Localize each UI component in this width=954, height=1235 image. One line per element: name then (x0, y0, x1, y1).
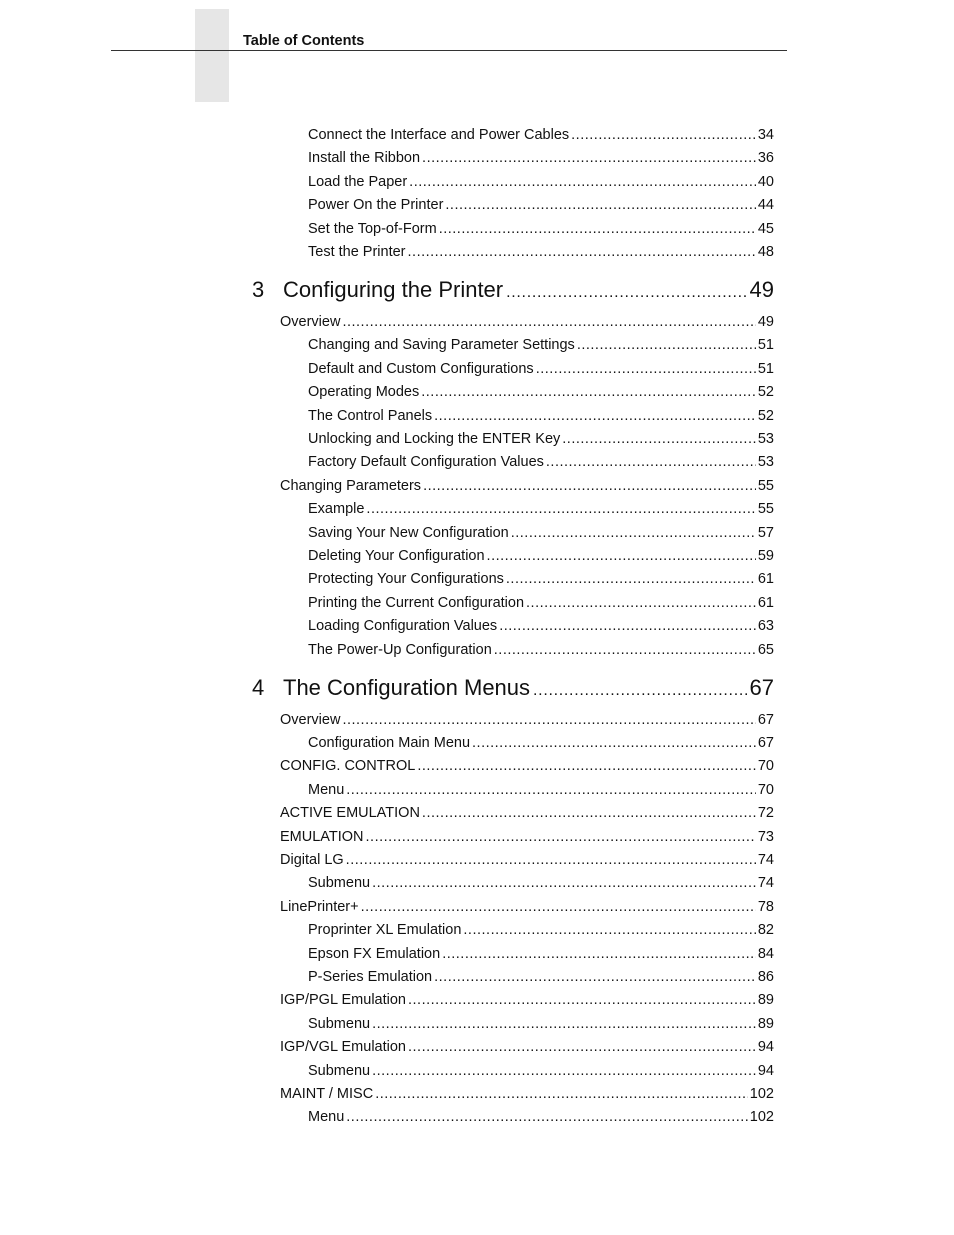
toc-entry[interactable] (308, 337, 774, 354)
toc-entry-page: 34 (757, 127, 774, 143)
toc-entry[interactable] (308, 127, 774, 144)
toc-entry[interactable] (308, 922, 774, 939)
dot-leader (494, 642, 756, 659)
dot-leader (536, 361, 756, 378)
dot-leader (506, 280, 746, 306)
toc-entry-label: Load the Paper (308, 173, 408, 190)
toc-entry[interactable] (280, 478, 774, 495)
toc-entry[interactable] (308, 197, 774, 214)
toc-entry[interactable] (308, 642, 774, 659)
toc-entry-label: Set the Top-of-Form (308, 220, 437, 237)
toc-entry-page: 63 (757, 618, 774, 635)
toc-entry[interactable] (308, 782, 774, 799)
toc-entry[interactable] (308, 618, 774, 635)
dot-leader (526, 595, 756, 612)
toc-entry-label: LinePrinter+ (280, 898, 359, 915)
toc-entry-label: Overview (280, 711, 341, 728)
toc-entry-page: 102 (749, 1109, 774, 1126)
toc-entry[interactable] (308, 735, 774, 752)
toc-entry[interactable] (308, 1109, 774, 1126)
toc-entry[interactable] (308, 174, 774, 191)
dot-leader (434, 408, 756, 425)
toc-entry[interactable] (308, 1016, 774, 1033)
toc-entry-page: 53 (757, 431, 774, 447)
toc-entry-label: IGP/PGL Emulation (280, 992, 406, 1009)
dot-leader (408, 992, 756, 1009)
toc-entry-label: ACTIVE EMULATION (280, 805, 420, 822)
toc-entry[interactable] (308, 431, 774, 448)
toc-entry-page: 52 (757, 407, 774, 424)
toc-entry-page: 40 (757, 173, 774, 190)
toc-entry[interactable] (280, 852, 774, 869)
dot-leader (511, 525, 756, 542)
running-header-title: Table of Contents (243, 33, 365, 49)
toc-entry-page: 78 (757, 898, 774, 915)
toc-entry-label: Unlocking and Locking the ENTER Key (308, 431, 561, 447)
toc-entry[interactable] (308, 525, 774, 542)
dot-leader (463, 922, 755, 939)
toc-entry-page: 59 (757, 548, 774, 564)
toc-entry-page: 51 (757, 360, 774, 377)
toc-entry[interactable] (280, 712, 774, 729)
dot-leader (372, 875, 756, 892)
toc-entry-page: 74 (757, 875, 774, 892)
toc-entry-label: P-Series Emulation (308, 969, 433, 985)
toc-entry[interactable] (308, 454, 774, 471)
toc-entry-label: Submenu (308, 875, 371, 892)
toc-entry-label: Power On the Printer (308, 197, 444, 214)
toc-entry[interactable] (280, 805, 774, 822)
dot-leader (423, 478, 756, 495)
toc-entry-label: Connect the Interface and Power Cables (308, 127, 570, 143)
chapter-title: Configuring the Printer (283, 277, 504, 302)
toc-entry-page: 84 (757, 945, 774, 962)
dot-leader (408, 1039, 756, 1056)
dot-leader (417, 758, 756, 775)
chapter-title: The Configuration Menus (283, 674, 531, 700)
toc-entry-page: 36 (757, 150, 774, 167)
toc-entry-label: Proprinter XL Emulation (308, 922, 462, 939)
dot-leader (562, 431, 756, 448)
dot-leader (342, 314, 755, 331)
dot-leader (487, 548, 756, 565)
toc-entry[interactable] (308, 595, 774, 612)
toc-entry-page: 57 (757, 524, 774, 541)
dot-leader (361, 899, 756, 916)
toc-entry[interactable] (280, 1086, 774, 1103)
dot-leader (342, 712, 755, 729)
toc-entry-page: 86 (757, 969, 774, 985)
toc-entry-label: EMULATION (280, 828, 364, 845)
dot-leader (422, 150, 756, 167)
toc-entry-label: Example (308, 501, 365, 518)
toc-entry[interactable] (308, 501, 774, 518)
toc-entry-label: Loading Configuration Values (308, 618, 498, 635)
toc-entry-page: 72 (757, 805, 774, 822)
toc-entry-label: IGP/VGL Emulation (280, 1039, 406, 1056)
dot-leader (546, 454, 756, 471)
toc-entry-page: 73 (757, 828, 774, 845)
toc-entry-label: Protecting Your Configurations (308, 571, 504, 588)
toc-entry-label: Install the Ribbon (308, 150, 421, 167)
toc-entry[interactable] (308, 946, 774, 963)
toc-entry-page: 61 (757, 594, 774, 611)
toc-entry-label: Saving Your New Configuration (308, 524, 509, 541)
toc-entry-label: Factory Default Configuration Values (308, 454, 544, 471)
toc-entry-label: Changing and Saving Parameter Settings (308, 337, 575, 354)
dot-leader (499, 618, 756, 635)
toc-entry-page: 52 (757, 384, 774, 401)
toc-entry-label: Overview (280, 314, 341, 330)
toc-entry-page: 49 (757, 314, 774, 330)
dot-leader (442, 946, 756, 963)
toc-entry-page: 94 (757, 1062, 774, 1079)
toc-entry[interactable] (308, 571, 774, 588)
dot-leader (372, 1063, 756, 1080)
toc-entry-page: 44 (757, 197, 774, 214)
dot-leader (346, 1109, 748, 1126)
toc-entry-label: Configuration Main Menu (308, 735, 471, 751)
chapter-number: 4 (252, 674, 265, 700)
toc-entry[interactable] (308, 969, 774, 986)
toc-entry-page: 45 (757, 220, 774, 237)
dot-leader (409, 174, 756, 191)
dot-leader (577, 337, 756, 354)
toc-entry-label: CONFIG. CONTROL (280, 758, 416, 775)
chapter-page: 49 (749, 277, 774, 302)
toc-entry[interactable] (280, 314, 774, 331)
dot-leader (472, 735, 756, 752)
toc-entry-page: 82 (757, 922, 774, 939)
dot-leader (533, 678, 746, 704)
toc-entry-label: Menu (308, 781, 345, 798)
dot-leader (439, 221, 756, 238)
toc-entry-label: Menu (308, 1109, 345, 1126)
toc-entry[interactable] (280, 1039, 774, 1056)
toc-entry[interactable] (308, 221, 774, 238)
chapter-heading[interactable] (252, 675, 774, 701)
toc-entry-page: 94 (757, 1039, 774, 1056)
toc-entry[interactable] (308, 361, 774, 378)
dot-leader (571, 127, 756, 144)
toc-entry-label: Printing the Current Configuration (308, 594, 525, 611)
toc-entry[interactable] (308, 244, 774, 261)
toc-entry-label: Deleting Your Configuration (308, 548, 485, 564)
toc-entry-label: The Power-Up Configuration (308, 641, 492, 658)
toc-entry-label: MAINT / MISC (280, 1086, 374, 1102)
toc-entry[interactable] (308, 1063, 774, 1080)
toc-entry-page: 67 (757, 735, 774, 751)
dot-leader (506, 571, 756, 588)
toc-entry[interactable] (280, 899, 774, 916)
toc-entry[interactable] (308, 548, 774, 565)
toc-entry-page: 70 (757, 781, 774, 798)
toc-entry-page: 51 (757, 337, 774, 354)
toc-entry-page: 48 (757, 244, 774, 260)
toc-entry-page: 53 (757, 454, 774, 471)
toc-entry-page: 61 (757, 571, 774, 588)
toc-entry[interactable] (308, 384, 774, 401)
toc-entry-page: 102 (749, 1086, 774, 1102)
dot-leader (375, 1086, 748, 1103)
dot-leader (434, 969, 756, 986)
toc-entry[interactable] (308, 150, 774, 167)
dot-leader (421, 384, 756, 401)
chapter-heading[interactable] (252, 277, 774, 303)
toc-entry-page: 67 (757, 711, 774, 728)
dot-leader (366, 501, 755, 518)
toc-entry-label: The Control Panels (308, 407, 433, 424)
toc-entry-page: 70 (757, 758, 774, 775)
chapter-number: 3 (252, 277, 265, 302)
dot-leader (408, 244, 756, 261)
toc-entry-label: Operating Modes (308, 384, 420, 401)
dot-leader (422, 805, 756, 822)
toc-entry-label: Default and Custom Configurations (308, 360, 534, 377)
dot-leader (366, 829, 756, 846)
toc-entry-label: Changing Parameters (280, 477, 422, 494)
toc-entry[interactable] (308, 408, 774, 425)
toc-entry-label: Submenu (308, 1015, 371, 1032)
toc-entry-page: 65 (757, 641, 774, 658)
toc-entry-label: Submenu (308, 1062, 371, 1079)
toc-entry-page: 89 (757, 992, 774, 1009)
toc-entry-page: 55 (757, 477, 774, 494)
chapter-page: 67 (749, 674, 774, 700)
toc-entry-label: Digital LG (280, 852, 344, 868)
dot-leader (346, 782, 756, 799)
toc-entry-page: 74 (757, 852, 774, 868)
dot-leader (346, 852, 756, 869)
toc-entry-page: 89 (757, 1015, 774, 1032)
toc-entry[interactable] (280, 829, 774, 846)
toc-entry[interactable] (280, 992, 774, 1009)
toc-entry-label: Test the Printer (308, 244, 406, 260)
toc-entry-label: Epson FX Emulation (308, 945, 441, 962)
toc-entry[interactable] (308, 875, 774, 892)
toc-entry[interactable] (280, 758, 774, 775)
toc-entry-page: 55 (757, 501, 774, 518)
dot-leader (445, 197, 755, 214)
dot-leader (372, 1016, 756, 1033)
